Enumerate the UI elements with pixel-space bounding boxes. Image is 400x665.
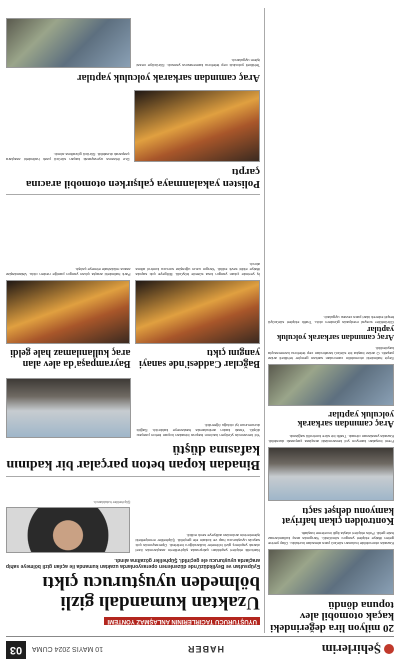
story-b-headline: Bağcılar Caddesi'nde sanayi yangını çıktı — [139, 347, 260, 369]
story-c — [6, 262, 131, 369]
top-story-photo-block — [6, 500, 131, 553]
story-a-headline: Binadan kopan beton parçalar bir kadının kafasına düştü — [6, 442, 260, 472]
story4-text: Görüntüler sosyal medyada gündem oldu. Trafik ekipleri sürücüyü tespit ederek idari para cezası uyguladı. — [268, 314, 394, 325]
story2-body — [268, 434, 394, 444]
story-a-body: Yol kenarında yürüyen kadının başına binadan kopan beton parçası düştü. Yaralı kadın ambulansla hastaneye kaldırıldı. Sağlık durumunun iyi olduğu öğrenildi. — [136, 422, 260, 438]
story2-text: Freni boşalan kamyon yol kenarındaki araçlara çarparak durabildi. Kazada yaralanan olmadı. Trafik bir süre kontrollü sağlandı. — [268, 434, 394, 445]
top-story-kicker: UYUŞTURUCU TACİRLERİNİN ANLAŞMAZ YÖNTEMİ — [104, 617, 260, 625]
left-column — [268, 312, 394, 633]
story4-body — [268, 315, 394, 325]
story1-headline: 20 milyon lira değerindeki kaçak otomobil alev topuna döndü — [270, 598, 394, 634]
issue-date: 10 MAYIS 2024 CUMA — [32, 645, 104, 652]
story-e-photo — [6, 18, 132, 68]
section-divider-2 — [6, 194, 260, 195]
top-story — [6, 500, 260, 633]
story-e-body: Tehlikeli yolculuk cep telefonu kamerasına yansıdı. Sürücüye cezai işlem uygulandı. — [136, 58, 260, 69]
story3-photo — [268, 364, 394, 406]
newspaper-logo — [322, 641, 394, 657]
page-number: 03 — [6, 641, 26, 659]
section-label: HABER — [186, 644, 224, 654]
middle-stories — [6, 378, 260, 471]
masthead — [6, 636, 394, 659]
story3-body — [268, 346, 394, 361]
story-a-photo — [6, 378, 132, 438]
logo-icon — [384, 644, 394, 654]
story4-headline: Araç camından sarkarak yolculuk yaptılar — [276, 325, 394, 343]
story-c-photo — [6, 280, 131, 344]
story-e-headline: Araç camından sarkarak yolculuk yaptılar — [77, 71, 260, 83]
story1-photo — [268, 549, 394, 595]
story-d-photo — [135, 90, 261, 162]
top-story-body: Narkotik ekipleri yaptıkları çalışmada şüphelilerin araçlarında özel olarak yapılmış gizli bölmeler kullandığını belirledi. Operasyonda çok sayıda uyuşturucu hap ve kokain ele geçirildi. Şüpheliler emniyetteki işlemlerinin ardından adliyeye sevk edildi. — [135, 533, 260, 554]
story3-text: Seyir halindeki otomobilin camından sarkan gençler tehlikeli anlar yaşattı. O anlar başka bir sürücü tarafından cep telefonu kamerasıyla kaydedildi. — [268, 346, 394, 362]
bottom-stories — [6, 18, 260, 189]
story2-photo — [268, 447, 394, 501]
top-story-headline: Uzaktan kumandalı gizli bölmeden uyuşturucu çıktı — [42, 572, 260, 613]
story-d-headline: Polisten yakalanmaya çalışırken otomobil aracına çarptı — [25, 166, 260, 190]
column-divider — [264, 8, 265, 633]
story3-headline: Araç camından sarkarak yolculuk yaptılar — [297, 409, 394, 430]
story-c-body: Park halindeki araçta çıkan yangın paniğe neden oldu. Vatandaşlar araca müdahale etmeye çalıştı. — [6, 267, 131, 277]
logo-text: Şehirlerim — [321, 642, 381, 657]
story2-headline: Kontrolden çıkan hafriyat kamyonu dehşet saçtı — [281, 504, 394, 527]
top-story-lead: Eyüpsultan ve Beylikdüzü'nde düzenlenen operasyonlarda uzaktan kumanda ile açılan gizli bölmeye sahip araçlarda uyuşturucu ele geçirildi. Şüpheliler gözaltına alındı. — [6, 557, 260, 570]
story-b — [136, 262, 261, 369]
top-story-photo — [6, 507, 131, 553]
section-divider — [6, 476, 260, 477]
story-b-body: İş yerinde çıkan yangın kısa sürede büyüdü. Bölgeye çok sayıda itfaiye ekibi sevk edildi. Yangın uzun uğraşlar sonucu kontrol altına alındı. — [135, 262, 260, 277]
top-story-caption: Şüpheliler tutuklandı. — [93, 500, 131, 506]
story1-body — [268, 531, 394, 546]
story1-text: Kazada otomobilde bulunan sürücü yara almadan kurtuldu. Olay yerine gelen itfaiye ekipleri yangını söndürdü. Yangında araç kullanılamaz hale geldi. Polis ekipleri olayla ilgili inceleme başlattı. — [268, 531, 394, 547]
middle-stories-2 — [6, 262, 260, 369]
story-c-headline: Bayrampaşa'da alev alan araç kullanılamaz hale geldi — [10, 347, 131, 369]
story-b-photo — [136, 280, 261, 344]
story-d-body: Dur ihtarına uymayarak kaçan sürücü park halindeki araçlara çarparak durabildi. Sürücü gözaltına alındı. — [6, 151, 130, 162]
